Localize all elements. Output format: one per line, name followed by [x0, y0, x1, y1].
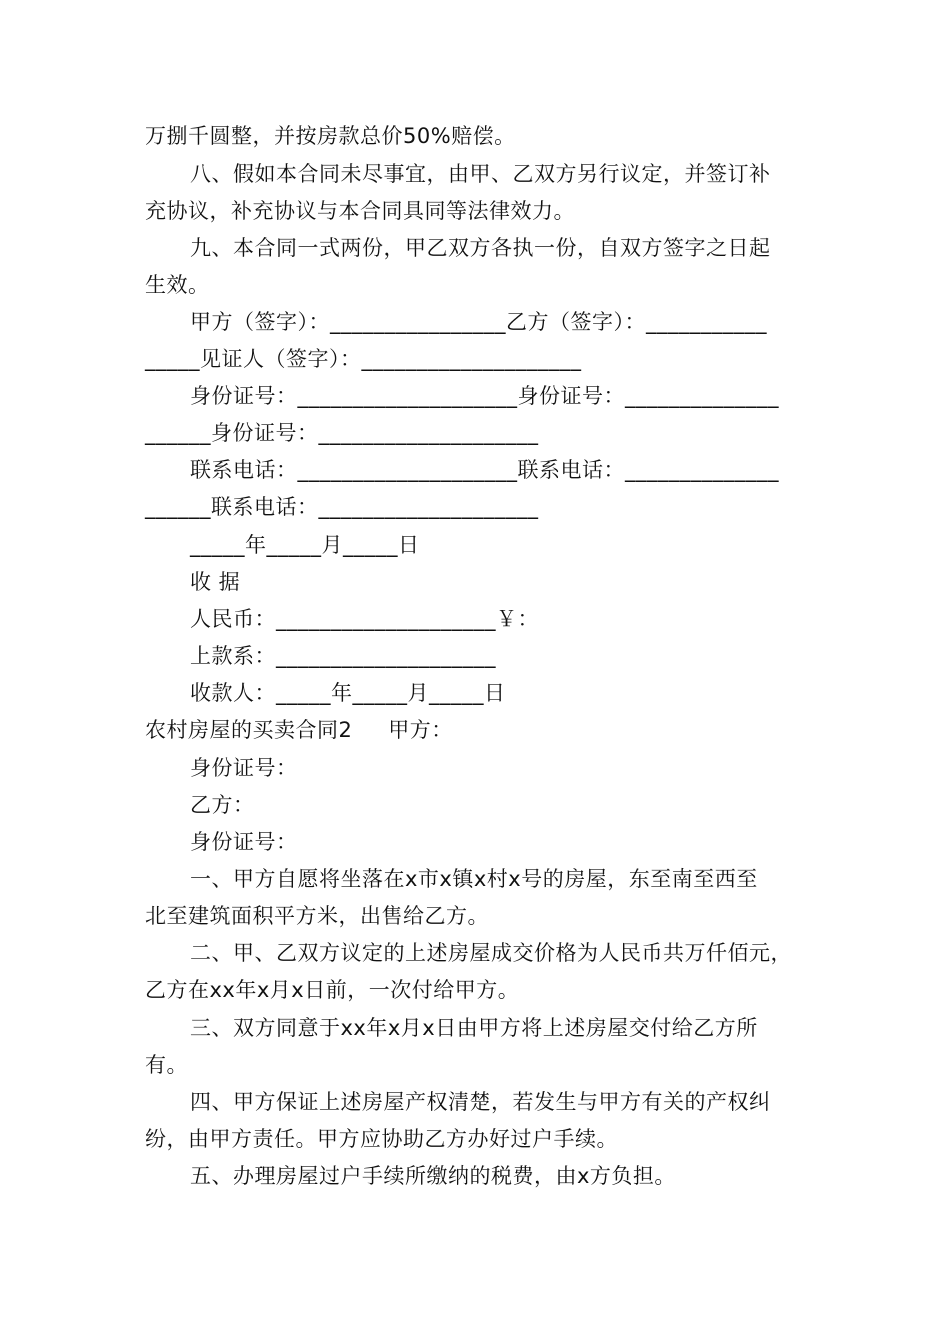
- text-line-9: ______身份证号：____________________: [145, 421, 539, 445]
- text-line-7: _____见证人（签字）：____________________: [145, 347, 582, 371]
- text-line-10: 联系电话：____________________联系电话：______________: [190, 458, 779, 482]
- text-line-11: ______联系电话：____________________: [145, 495, 539, 519]
- text-line-8: 身份证号：____________________身份证号：______________: [190, 384, 779, 408]
- text-line-6: 甲方（签字）：________________乙方（签字）：___________: [190, 310, 767, 334]
- text-line-16: 收款人：_____年_____月_____日: [190, 681, 506, 705]
- text-line-18: 身份证号：: [190, 756, 298, 780]
- text-line-1: 万捌千圆整，并按房款总价50%赔偿。: [145, 124, 516, 148]
- text-line-12: _____年_____月_____日: [190, 533, 420, 557]
- text-line-4: 九、本合同一式两份，甲乙双方各执一份，自双方签字之日起: [190, 236, 771, 260]
- text-line-13: 收 据: [190, 570, 241, 594]
- text-line-3: 充协议，补充协议与本合同具同等法律效力。: [145, 199, 575, 223]
- text-line-20: 身份证号：: [190, 830, 298, 854]
- text-line-26: 有。: [145, 1053, 188, 1077]
- text-line-21: 一、甲方自愿将坐落在x市x镇x村x号的房屋，东至南至西至: [190, 867, 758, 891]
- text-line-27: 四、甲方保证上述房屋产权清楚，若发生与甲方有关的产权纠: [190, 1090, 771, 1114]
- text-line-5: 生效。: [145, 273, 210, 297]
- text-line-25: 三、双方同意于xx年x月x日由甲方将上述房屋交付给乙方所: [190, 1016, 758, 1040]
- text-line-24: 乙方在xx年x月x日前，一次付给甲方。: [145, 978, 520, 1002]
- text-line-22: 北至建筑面积平方米，出售给乙方。: [145, 904, 489, 928]
- text-line-29: 五、办理房屋过户手续所缴纳的税费，由x方负担。: [190, 1164, 676, 1188]
- text-line-28: 纷，由甲方责任。甲方应协助乙方办好过户手续。: [145, 1127, 618, 1151]
- text-line-14: 人民币：____________________￥：: [190, 607, 539, 631]
- text-line-2: 八、假如本合同未尽事宜，由甲、乙双方另行议定，并签订补: [190, 162, 771, 186]
- text-line-19: 乙方：: [190, 793, 255, 817]
- text-line-17: 农村房屋的买卖合同2 甲方：: [145, 718, 453, 742]
- text-line-15: 上款系：____________________: [190, 644, 496, 668]
- text-line-23: 二、甲、乙双方议定的上述房屋成交价格为人民币共万仟佰元，: [190, 941, 792, 965]
